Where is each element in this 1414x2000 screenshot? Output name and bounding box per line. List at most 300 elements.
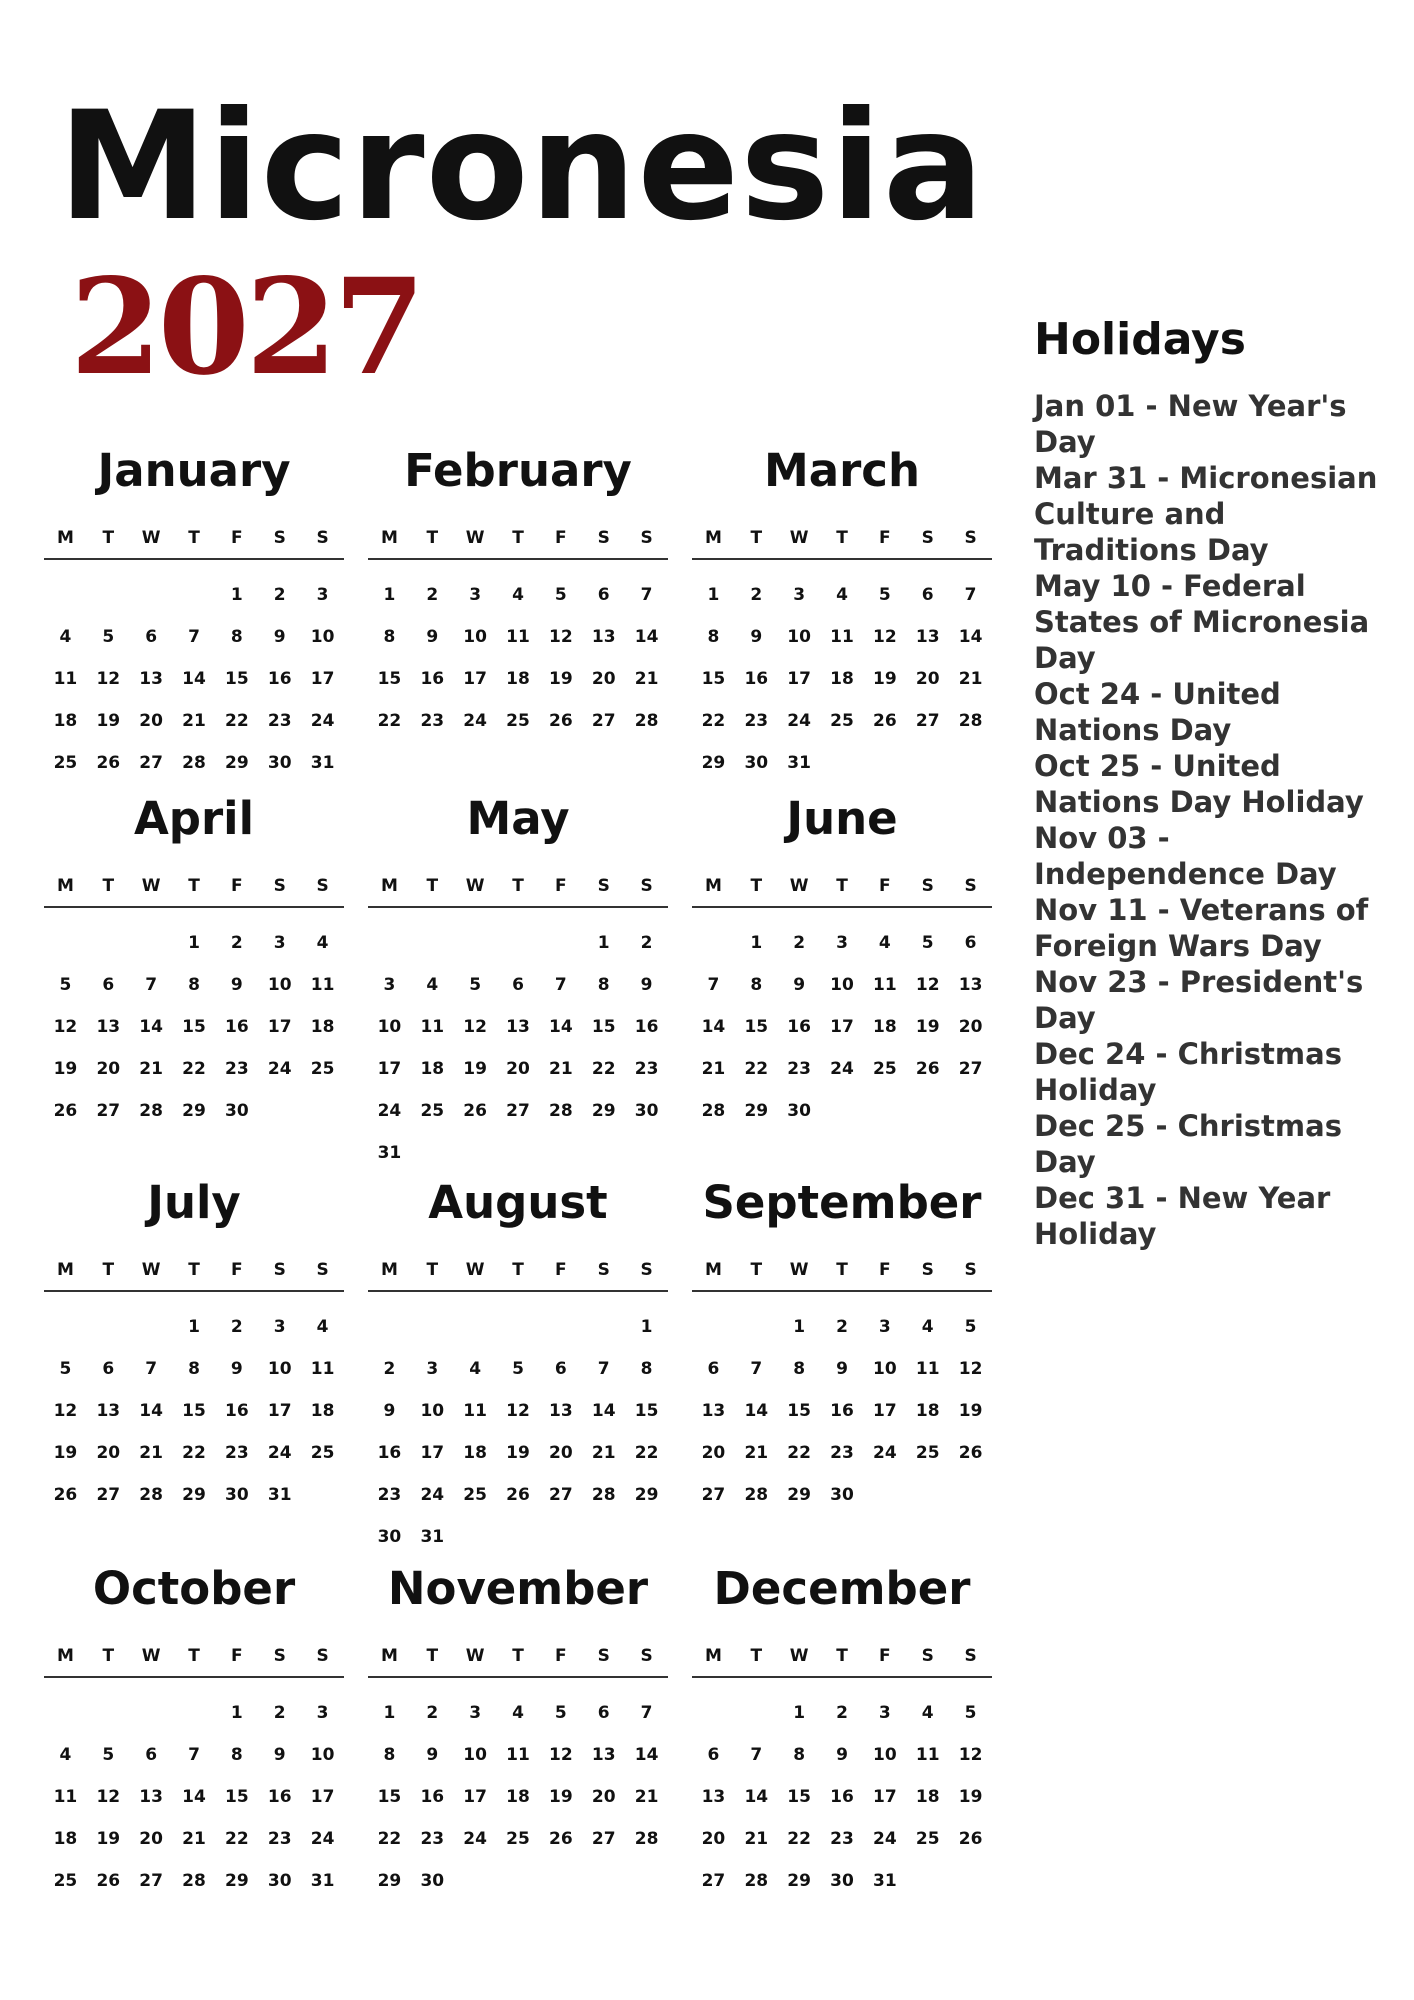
weekday-header: W [789,1260,809,1280]
day-cell: 28 [958,711,983,731]
empty-cell [368,1306,411,1348]
day-cell: 24 [463,1829,487,1849]
day-cell: 22 [182,1059,206,1079]
month-name: April [133,792,255,845]
day-cell: 10 [463,1745,487,1765]
weekday-header: F [879,528,891,548]
day-cell: 21 [139,1443,163,1463]
day-cell: 5 [964,1317,977,1337]
weekday-header: T [750,1260,763,1280]
day-cell: 22 [787,1443,811,1463]
weekday-header: F [231,876,243,896]
month-february [368,444,668,742]
holiday-item: Nov 03 - Independence Day [1034,821,1337,891]
day-cell: 16 [634,1017,659,1037]
day-cell: 24 [267,1059,292,1079]
day-cell: 13 [591,627,616,647]
weekday-header: W [789,1646,809,1666]
day-cell: 26 [96,1871,121,1891]
holidays-panel [1034,314,1384,1252]
day-cell: 26 [873,711,897,731]
day-cell: 5 [102,627,115,647]
day-cell: 2 [426,585,439,605]
weekday-header: S [640,1646,653,1666]
day-cell: 17 [787,669,811,689]
day-cell: 7 [750,1745,763,1765]
day-cell: 10 [873,1745,897,1765]
day-cell: 15 [701,669,726,689]
day-cell: 15 [225,669,249,689]
day-cell: 21 [634,669,659,689]
day-cell: 18 [310,1017,335,1037]
weekday-header: T [836,1646,848,1666]
day-cell: 5 [59,1359,72,1379]
day-cell: 21 [139,1059,163,1079]
month-name: November [387,1562,649,1615]
weekday-header: M [380,876,398,896]
day-cell: 8 [793,1359,806,1379]
day-grid [44,922,344,1132]
day-cell: 24 [377,1101,402,1121]
day-cell: 11 [310,1359,335,1379]
day-cell: 6 [707,1745,720,1765]
day-grid [44,1692,344,1902]
day-grid [692,1306,992,1516]
day-cell: 24 [463,711,487,731]
day-cell: 9 [426,1745,439,1765]
day-cell: 15 [182,1017,206,1037]
day-cell: 28 [182,1871,206,1891]
month-may [368,792,668,1174]
day-cell: 7 [188,1745,200,1765]
weekday-header: F [555,1646,567,1666]
day-cell: 16 [225,1401,249,1421]
day-cell: 17 [420,1443,445,1463]
month-july [44,1176,344,1516]
day-cell: 30 [225,1101,249,1121]
day-cell: 13 [96,1017,121,1037]
weekday-header: W [141,876,161,896]
day-cell: 15 [377,669,402,689]
day-cell: 18 [506,1787,530,1807]
day-cell: 2 [793,933,806,953]
day-cell: 10 [830,975,854,995]
weekday-header: T [512,876,524,896]
day-cell: 14 [549,1017,573,1037]
weekday-header: F [555,528,567,548]
day-cell: 20 [958,1017,983,1037]
holiday-item: Dec 24 - Christmas Holiday [1034,1037,1342,1107]
day-cell: 4 [59,627,72,647]
day-cell: 2 [230,1317,243,1337]
day-cell: 4 [426,975,439,995]
day-cell: 20 [96,1443,121,1463]
day-cell: 8 [597,975,610,995]
day-cell: 8 [640,1359,653,1379]
day-cell: 3 [273,933,286,953]
empty-cell [44,1692,87,1734]
day-cell: 28 [182,753,206,773]
day-cell: 3 [316,585,329,605]
day-cell: 30 [744,753,769,773]
day-cell: 26 [96,753,121,773]
month-name: December [713,1562,971,1615]
day-cell: 19 [96,711,121,731]
empty-cell [87,1306,130,1348]
day-cell: 18 [915,1401,940,1421]
day-cell: 2 [426,1703,439,1723]
day-cell: 29 [701,753,726,773]
weekday-header-row [692,1646,992,1678]
day-cell: 30 [787,1101,811,1121]
day-cell: 16 [787,1017,811,1037]
day-cell: 18 [420,1059,445,1079]
weekday-header: T [836,876,848,896]
day-cell: 22 [634,1443,659,1463]
day-cell: 26 [53,1485,78,1505]
month-september [692,1176,992,1516]
day-cell: 24 [420,1485,445,1505]
holiday-item: Dec 31 - New Year Holiday [1034,1181,1331,1251]
empty-cell [454,922,497,964]
day-cell: 5 [554,1703,567,1723]
day-cell: 29 [787,1485,811,1505]
day-cell: 13 [139,1787,163,1807]
day-cell: 14 [139,1401,163,1421]
day-cell: 27 [96,1101,121,1121]
day-cell: 20 [591,669,616,689]
empty-cell [454,1306,497,1348]
day-cell: 1 [230,1703,243,1723]
day-cell: 19 [96,1829,121,1849]
day-cell: 25 [420,1101,445,1121]
weekday-header: M [380,1646,398,1666]
day-cell: 19 [463,1059,487,1079]
day-cell: 23 [744,711,769,731]
weekday-header: S [964,1260,977,1280]
weekday-header: M [704,876,722,896]
day-cell: 18 [463,1443,487,1463]
day-cell: 28 [549,1101,573,1121]
day-cell: 27 [701,1871,726,1891]
day-cell: 4 [316,933,329,953]
month-april [44,792,344,1132]
day-cell: 18 [830,669,854,689]
holiday-item: Mar 31 - Micronesian Culture and Traditions Day [1034,461,1378,567]
weekday-header: F [231,1260,243,1280]
day-cell: 19 [958,1401,983,1421]
day-cell: 13 [915,627,940,647]
empty-cell [130,922,173,964]
day-cell: 11 [830,627,854,647]
day-cell: 28 [591,1485,616,1505]
day-grid [368,574,668,742]
day-cell: 25 [53,753,78,773]
holiday-item: Jan 01 - New Year's Day [1034,389,1347,459]
day-cell: 23 [634,1059,659,1079]
day-cell: 1 [597,933,610,953]
day-cell: 25 [310,1443,335,1463]
day-cell: 12 [549,627,573,647]
empty-cell [87,574,130,616]
day-cell: 27 [96,1485,121,1505]
weekday-header: S [597,1260,610,1280]
weekday-header: S [921,1646,934,1666]
day-cell: 11 [506,627,530,647]
day-cell: 17 [463,669,487,689]
day-cell: 5 [102,1745,115,1765]
day-cell: 9 [230,1359,243,1379]
empty-cell [173,574,216,616]
holiday-item: Oct 24 - United Nations Day [1034,677,1281,747]
day-cell: 6 [921,585,934,605]
day-cell: 21 [701,1059,726,1079]
day-cell: 21 [591,1443,616,1463]
weekday-header-row [368,876,668,908]
day-cell: 17 [830,1017,854,1037]
day-cell: 22 [787,1829,811,1849]
day-cell: 6 [145,627,158,647]
day-cell: 12 [53,1401,78,1421]
day-cell: 30 [377,1527,402,1547]
weekday-header: F [231,528,243,548]
day-cell: 15 [225,1787,249,1807]
day-cell: 9 [793,975,806,995]
day-cell: 16 [420,1787,445,1807]
weekday-header: W [789,876,809,896]
day-cell: 17 [377,1059,402,1079]
day-cell: 4 [469,1359,482,1379]
weekday-header: M [380,528,398,548]
holiday-item: Nov 23 - President's Day [1034,965,1364,1035]
day-cell: 17 [267,1401,292,1421]
day-cell: 3 [273,1317,286,1337]
day-cell: 13 [96,1401,121,1421]
day-cell: 23 [830,1829,854,1849]
day-cell: 18 [873,1017,897,1037]
weekday-header: M [56,528,74,548]
day-cell: 30 [267,753,292,773]
day-cell: 29 [377,1871,402,1891]
weekday-header: M [704,1646,722,1666]
day-cell: 3 [469,585,482,605]
day-cell: 12 [506,1401,530,1421]
day-cell: 6 [102,975,115,995]
day-cell: 18 [915,1787,940,1807]
day-cell: 21 [182,1829,206,1849]
empty-cell [130,574,173,616]
day-cell: 20 [915,669,940,689]
day-cell: 17 [310,1787,335,1807]
day-cell: 23 [420,1829,445,1849]
day-cell: 21 [182,711,206,731]
day-cell: 27 [506,1101,530,1121]
day-cell: 7 [554,975,567,995]
day-cell: 15 [377,1787,402,1807]
day-grid [692,922,992,1132]
month-august [368,1176,668,1558]
day-cell: 13 [591,1745,616,1765]
day-cell: 12 [96,1787,121,1807]
day-cell: 7 [707,975,720,995]
day-cell: 12 [53,1017,78,1037]
day-cell: 7 [145,975,158,995]
weekday-header-row [44,528,344,560]
day-cell: 4 [921,1703,934,1723]
day-cell: 17 [873,1787,897,1807]
day-cell: 11 [53,669,78,689]
day-cell: 23 [225,1443,249,1463]
day-cell: 30 [267,1871,292,1891]
day-cell: 14 [591,1401,616,1421]
day-cell: 30 [225,1485,249,1505]
day-cell: 18 [53,1829,78,1849]
day-cell: 27 [139,753,163,773]
weekday-header: S [964,1646,977,1666]
day-cell: 19 [53,1059,78,1079]
day-cell: 26 [549,711,573,731]
day-cell: 19 [53,1443,78,1463]
weekday-header-row [692,1260,992,1292]
day-cell: 26 [958,1443,983,1463]
day-cell: 21 [958,669,983,689]
day-cell: 2 [836,1317,848,1337]
day-cell: 26 [549,1829,573,1849]
day-cell: 7 [750,1359,763,1379]
day-cell: 23 [267,711,292,731]
weekday-header: S [316,1260,329,1280]
day-cell: 23 [377,1485,402,1505]
weekday-header: W [789,528,809,548]
day-cell: 31 [310,753,335,773]
day-cell: 6 [512,975,524,995]
day-cell: 24 [873,1829,897,1849]
weekday-header: T [426,1260,439,1280]
day-cell: 14 [139,1017,163,1037]
day-cell: 29 [591,1101,616,1121]
empty-cell [44,574,87,616]
weekday-header: M [56,876,74,896]
day-cell: 11 [420,1017,445,1037]
weekday-header: S [273,1646,286,1666]
day-grid [44,1306,344,1516]
day-cell: 22 [377,1829,402,1849]
month-name: January [97,444,291,497]
day-cell: 8 [230,1745,243,1765]
weekday-header: M [704,528,722,548]
weekday-header: T [188,876,200,896]
day-cell: 10 [463,627,487,647]
day-cell: 9 [230,975,243,995]
day-cell: 8 [707,627,720,647]
day-grid [692,1692,992,1902]
day-cell: 12 [549,1745,573,1765]
day-cell: 31 [787,753,811,773]
day-cell: 29 [225,1871,249,1891]
month-december [692,1562,992,1902]
empty-cell [497,1306,540,1348]
empty-cell [582,1306,625,1348]
day-cell: 13 [139,669,163,689]
day-cell: 1 [640,1317,653,1337]
day-grid [44,574,344,784]
day-cell: 3 [878,1317,891,1337]
day-cell: 13 [701,1787,726,1807]
day-cell: 3 [878,1703,891,1723]
day-cell: 4 [921,1317,934,1337]
weekday-header: S [640,528,653,548]
day-cell: 6 [707,1359,720,1379]
day-cell: 15 [591,1017,616,1037]
day-cell: 26 [53,1101,78,1121]
day-cell: 19 [958,1787,983,1807]
day-cell: 21 [634,1787,659,1807]
day-cell: 14 [634,1745,659,1765]
day-cell: 1 [383,585,396,605]
day-cell: 24 [830,1059,854,1079]
month-name: August [428,1176,608,1229]
weekday-header: S [964,528,977,548]
day-cell: 24 [873,1443,897,1463]
day-cell: 28 [634,711,659,731]
day-cell: 30 [830,1871,854,1891]
weekday-header-row [44,1646,344,1678]
day-cell: 25 [506,711,530,731]
day-cell: 28 [139,1485,163,1505]
empty-cell [692,922,735,964]
day-cell: 25 [506,1829,530,1849]
day-cell: 9 [836,1359,848,1379]
day-cell: 2 [836,1703,848,1723]
day-cell: 6 [964,933,977,953]
day-cell: 17 [873,1401,897,1421]
day-cell: 20 [139,711,163,731]
day-cell: 20 [506,1059,530,1079]
weekday-header: T [102,1646,115,1666]
day-cell: 1 [188,1317,200,1337]
weekday-header: T [102,876,115,896]
day-cell: 11 [915,1745,940,1765]
day-cell: 8 [188,1359,200,1379]
day-cell: 24 [310,711,335,731]
empty-cell [411,922,454,964]
day-cell: 13 [958,975,983,995]
empty-cell [539,1306,582,1348]
day-cell: 12 [96,669,121,689]
day-cell: 25 [310,1059,335,1079]
day-cell: 23 [225,1059,249,1079]
weekday-header-row [692,528,992,560]
weekday-header: M [704,1260,722,1280]
day-cell: 24 [787,711,811,731]
day-cell: 20 [591,1787,616,1807]
day-cell: 4 [836,585,848,605]
day-cell: 6 [554,1359,567,1379]
day-cell: 23 [787,1059,811,1079]
day-cell: 29 [182,1101,206,1121]
day-cell: 28 [744,1871,769,1891]
day-cell: 29 [225,753,249,773]
weekday-header-row [368,1646,668,1678]
day-cell: 8 [383,1745,396,1765]
day-cell: 1 [793,1703,806,1723]
weekday-header: T [512,1646,524,1666]
day-cell: 10 [873,1359,897,1379]
day-cell: 4 [316,1317,329,1337]
weekday-header: S [273,1260,286,1280]
day-cell: 27 [139,1871,163,1891]
day-cell: 2 [273,585,286,605]
